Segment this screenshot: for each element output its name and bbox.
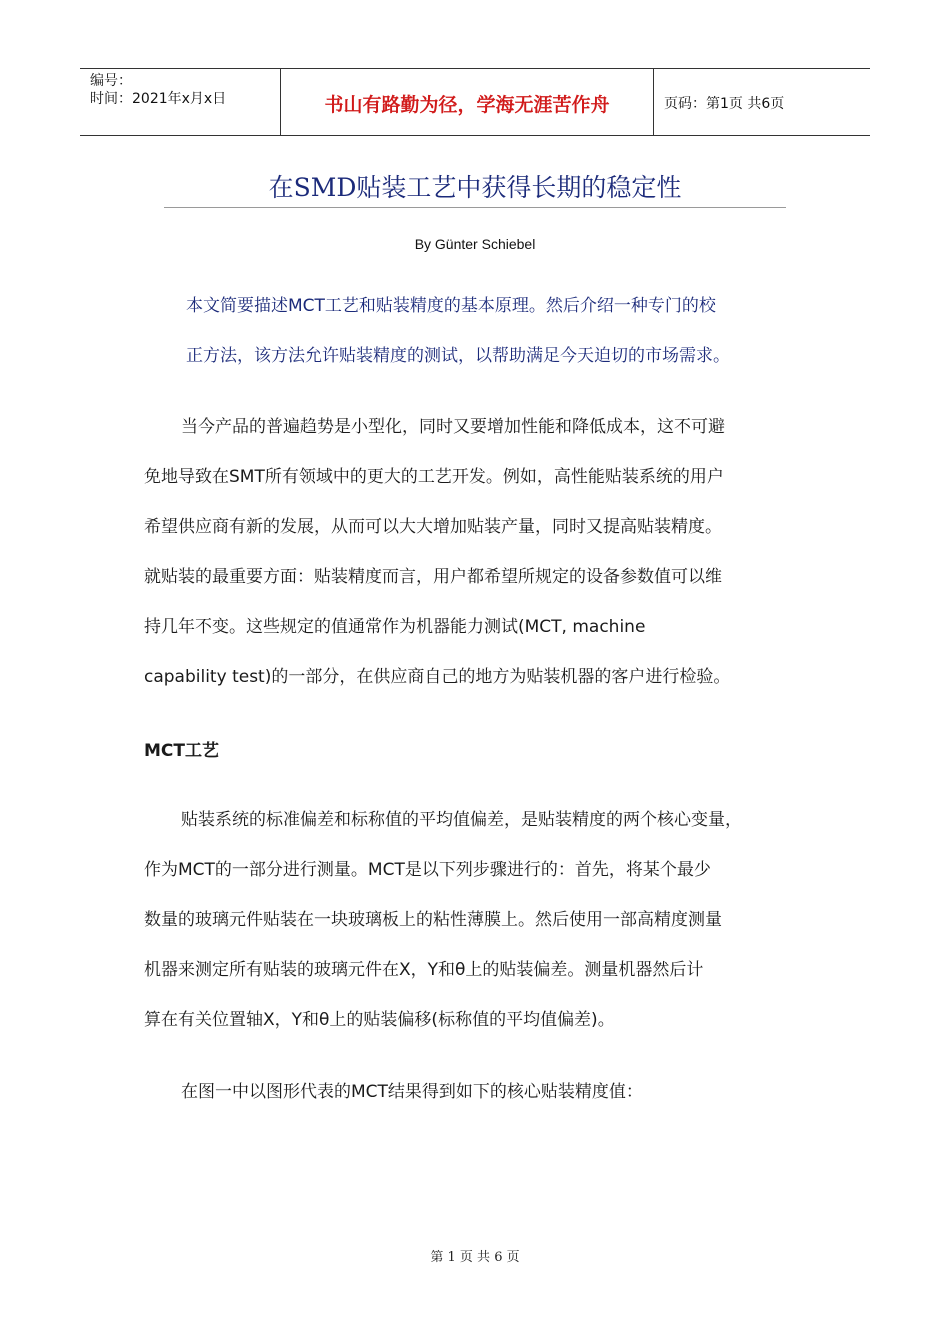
mct-line: 数量的玻璃元件贴装在一块玻璃板上的粘性薄膜上。然后使用一部高精度测量 [144,910,722,930]
intro-line: 免地导致在SMT所有领域中的更大的工艺开发。例如，高性能贴装系统的用户 [144,467,724,487]
header-meta [80,69,281,135]
mct-line: 作为MCT的一部分进行测量。MCT是以下列步骤进行的：首先，将某个最少 [144,860,711,880]
title-divider [164,207,786,208]
mct-line: 贴装系统的标准偏差和标称值的平均值偏差，是贴装精度的两个核心变量， [181,810,742,830]
page-footer: 第 1 页 共 6 页 [430,1250,520,1265]
intro-line: 就贴装的最重要方面：贴装精度而言，用户都希望所规定的设备参数值可以维 [144,567,722,587]
intro-line: 当今产品的普遍趋势是小型化，同时又要增加性能和降低成本，这不可避 [181,417,725,437]
document-number-label: 编号： [90,73,132,89]
intro-line: 希望供应商有新的发展，从而可以大大增加贴装产量，同时又提高贴装精度。 [144,517,722,537]
abstract-line: 正方法，该方法允许贴装精度的测试，以帮助满足今天迫切的市场需求。 [186,346,730,366]
figure-intro-paragraph: 在图一中以图形代表的MCT结果得到如下的核心贴装精度值： [181,1082,643,1102]
intro-paragraph [144,402,814,702]
mct-line: 机器来测定所有贴装的玻璃元件在X，Y和θ上的贴装偏差。测量机器然后计 [144,960,704,980]
mct-line: 算在有关位置轴X，Y和θ上的贴装偏移(标称值的平均值偏差)。 [144,1010,615,1030]
abstract-line: 本文简要描述MCT工艺和贴装精度的基本原理。然后介绍一种专门的校 [186,296,716,316]
document-header [80,68,870,136]
document-time-label: 时间：2021年x月x日 [90,91,227,107]
intro-line: capability test)的一部分，在供应商自己的地方为贴装机器的客户进行检验。 [144,667,731,687]
intro-line: 持几年不变。这些规定的值通常作为机器能力测试(MCT, machine [144,617,646,637]
mct-paragraph [144,795,814,1045]
header-motto: 书山有路勤为径，学海无涯苦作舟 [281,69,654,135]
section-heading-mct: MCT工艺 [144,741,219,761]
author-byline: By Günter Schiebel [414,236,536,252]
header-page-info: 页码：第1页 共6页 [664,96,785,112]
document-title: 在SMD贴装工艺中获得长期的稳定性 [268,173,682,202]
abstract-paragraph [144,281,814,381]
